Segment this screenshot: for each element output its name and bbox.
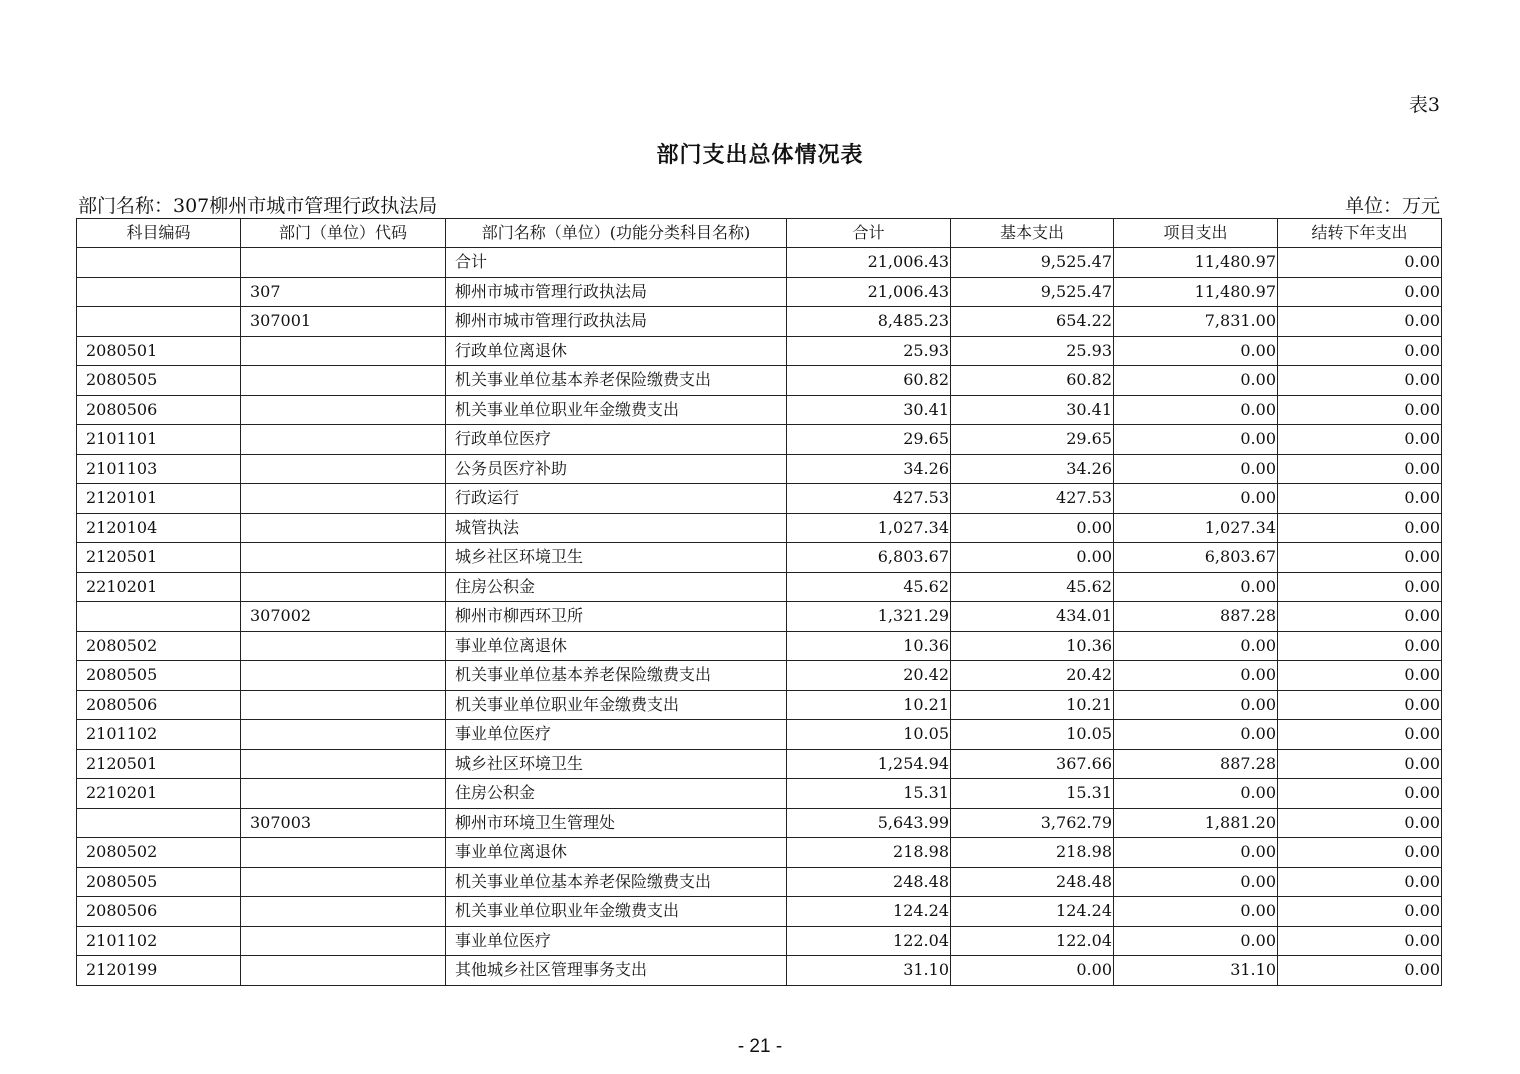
table-cell: 0.00 bbox=[951, 956, 1114, 986]
table-cell: 0.00 bbox=[1114, 395, 1278, 425]
column-header: 项目支出 bbox=[1114, 219, 1278, 248]
table-row bbox=[77, 926, 1442, 956]
table-cell: 307003 bbox=[241, 808, 446, 838]
table-cell: 20.42 bbox=[951, 661, 1114, 691]
table-row bbox=[77, 956, 1442, 986]
table-cell: 机关事业单位职业年金缴费支出 bbox=[446, 897, 787, 927]
table-cell: 2120104 bbox=[77, 513, 241, 543]
table-cell: 2120101 bbox=[77, 484, 241, 514]
expenditure-table bbox=[76, 218, 1442, 986]
table-row bbox=[77, 543, 1442, 573]
table-cell: 2080502 bbox=[77, 631, 241, 661]
table-row bbox=[77, 248, 1442, 278]
department-name-label: 部门名称：307柳州市城市管理行政执法局 bbox=[78, 195, 438, 217]
table-cell: 事业单位离退休 bbox=[446, 631, 787, 661]
table-row bbox=[77, 307, 1442, 337]
table-cell bbox=[241, 513, 446, 543]
table-cell: 248.48 bbox=[951, 867, 1114, 897]
table-cell: 合计 bbox=[446, 248, 787, 278]
table-cell: 0.00 bbox=[1278, 248, 1442, 278]
table-cell: 218.98 bbox=[951, 838, 1114, 868]
table-cell: 0.00 bbox=[1114, 838, 1278, 868]
table-cell: 427.53 bbox=[787, 484, 951, 514]
table-cell: 公务员医疗补助 bbox=[446, 454, 787, 484]
table-cell: 2120199 bbox=[77, 956, 241, 986]
table-cell: 20.42 bbox=[787, 661, 951, 691]
table-cell: 0.00 bbox=[1114, 336, 1278, 366]
table-row bbox=[77, 454, 1442, 484]
table-cell: 城乡社区环境卫生 bbox=[446, 749, 787, 779]
table-cell: 122.04 bbox=[787, 926, 951, 956]
table-cell bbox=[241, 484, 446, 514]
table-cell: 住房公积金 bbox=[446, 779, 787, 809]
column-header: 基本支出 bbox=[951, 219, 1114, 248]
table-cell: 10.05 bbox=[951, 720, 1114, 750]
table-cell: 0.00 bbox=[1278, 720, 1442, 750]
table-cell: 0.00 bbox=[1278, 631, 1442, 661]
column-header: 科目编码 bbox=[77, 219, 241, 248]
table-cell bbox=[241, 720, 446, 750]
table-cell bbox=[241, 661, 446, 691]
table-cell: 0.00 bbox=[1278, 543, 1442, 573]
table-row bbox=[77, 838, 1442, 868]
table-cell: 307001 bbox=[241, 307, 446, 337]
table-cell: 29.65 bbox=[951, 425, 1114, 455]
table-cell bbox=[241, 425, 446, 455]
table-cell: 427.53 bbox=[951, 484, 1114, 514]
table-cell: 6,803.67 bbox=[787, 543, 951, 573]
table-cell: 0.00 bbox=[1114, 484, 1278, 514]
table-cell bbox=[77, 277, 241, 307]
table-cell: 1,321.29 bbox=[787, 602, 951, 632]
table-row bbox=[77, 808, 1442, 838]
table-cell: 0.00 bbox=[1114, 572, 1278, 602]
table-cell: 124.24 bbox=[787, 897, 951, 927]
unit-label: 单位：万元 bbox=[1344, 195, 1440, 217]
table-cell: 307002 bbox=[241, 602, 446, 632]
table-row bbox=[77, 897, 1442, 927]
table-cell: 0.00 bbox=[1114, 631, 1278, 661]
table-cell bbox=[241, 366, 446, 396]
table-cell: 0.00 bbox=[1278, 956, 1442, 986]
table-cell bbox=[241, 779, 446, 809]
table-cell: 2101102 bbox=[77, 720, 241, 750]
table-cell bbox=[241, 956, 446, 986]
table-cell: 1,027.34 bbox=[787, 513, 951, 543]
table-cell: 机关事业单位职业年金缴费支出 bbox=[446, 690, 787, 720]
table-cell: 15.31 bbox=[787, 779, 951, 809]
table-cell: 城管执法 bbox=[446, 513, 787, 543]
table-cell: 10.36 bbox=[787, 631, 951, 661]
table-row bbox=[77, 631, 1442, 661]
table-row bbox=[77, 336, 1442, 366]
table-cell: 218.98 bbox=[787, 838, 951, 868]
table-cell: 0.00 bbox=[1114, 690, 1278, 720]
table-cell: 0.00 bbox=[1114, 867, 1278, 897]
table-cell: 事业单位医疗 bbox=[446, 720, 787, 750]
table-cell bbox=[241, 867, 446, 897]
table-cell: 0.00 bbox=[1114, 779, 1278, 809]
table-row bbox=[77, 572, 1442, 602]
table-cell: 2120501 bbox=[77, 543, 241, 573]
table-cell: 0.00 bbox=[1114, 366, 1278, 396]
table-row bbox=[77, 867, 1442, 897]
table-cell: 行政单位离退休 bbox=[446, 336, 787, 366]
column-header: 合计 bbox=[787, 219, 951, 248]
table-cell: 887.28 bbox=[1114, 749, 1278, 779]
table-cell bbox=[241, 543, 446, 573]
table-cell: 机关事业单位基本养老保险缴费支出 bbox=[446, 661, 787, 691]
table-cell: 10.05 bbox=[787, 720, 951, 750]
table-cell: 30.41 bbox=[787, 395, 951, 425]
table-cell: 60.82 bbox=[787, 366, 951, 396]
table-cell: 9,525.47 bbox=[951, 248, 1114, 278]
table-cell: 10.21 bbox=[951, 690, 1114, 720]
table-cell: 0.00 bbox=[951, 543, 1114, 573]
table-row bbox=[77, 720, 1442, 750]
column-header: 部门（单位）代码 bbox=[241, 219, 446, 248]
table-cell: 60.82 bbox=[951, 366, 1114, 396]
table-cell bbox=[241, 248, 446, 278]
table-cell: 0.00 bbox=[1278, 897, 1442, 927]
table-row bbox=[77, 690, 1442, 720]
table-row bbox=[77, 749, 1442, 779]
table-number-label: 表3 bbox=[1408, 94, 1440, 116]
table-cell: 其他城乡社区管理事务支出 bbox=[446, 956, 787, 986]
table-cell: 8,485.23 bbox=[787, 307, 951, 337]
table-cell: 0.00 bbox=[1278, 779, 1442, 809]
table-cell: 0.00 bbox=[1114, 425, 1278, 455]
table-cell: 0.00 bbox=[1278, 395, 1442, 425]
table-cell: 柳州市城市管理行政执法局 bbox=[446, 307, 787, 337]
table-row bbox=[77, 602, 1442, 632]
table-cell bbox=[77, 602, 241, 632]
table-cell: 行政单位医疗 bbox=[446, 425, 787, 455]
table-cell: 0.00 bbox=[1278, 425, 1442, 455]
table-row bbox=[77, 779, 1442, 809]
table-cell bbox=[77, 307, 241, 337]
table-cell: 31.10 bbox=[787, 956, 951, 986]
table-cell: 机关事业单位基本养老保险缴费支出 bbox=[446, 366, 787, 396]
table-cell: 9,525.47 bbox=[951, 277, 1114, 307]
table-cell: 0.00 bbox=[1114, 897, 1278, 927]
table-cell: 10.21 bbox=[787, 690, 951, 720]
table-cell: 行政运行 bbox=[446, 484, 787, 514]
table-cell: 2210201 bbox=[77, 572, 241, 602]
table-cell: 6,803.67 bbox=[1114, 543, 1278, 573]
table-cell: 0.00 bbox=[1114, 720, 1278, 750]
table-cell: 122.04 bbox=[951, 926, 1114, 956]
table-cell bbox=[241, 926, 446, 956]
table-cell: 2080505 bbox=[77, 661, 241, 691]
table-cell: 2080505 bbox=[77, 366, 241, 396]
table-cell: 25.93 bbox=[787, 336, 951, 366]
table-row bbox=[77, 277, 1442, 307]
table-cell bbox=[241, 572, 446, 602]
table-cell: 0.00 bbox=[1278, 690, 1442, 720]
table-cell: 2080506 bbox=[77, 690, 241, 720]
table-cell: 机关事业单位基本养老保险缴费支出 bbox=[446, 867, 787, 897]
table-cell: 25.93 bbox=[951, 336, 1114, 366]
table-header-row bbox=[77, 219, 1442, 248]
table-cell: 10.36 bbox=[951, 631, 1114, 661]
table-row bbox=[77, 395, 1442, 425]
table-cell: 0.00 bbox=[1278, 867, 1442, 897]
table-cell: 45.62 bbox=[787, 572, 951, 602]
table-cell: 0.00 bbox=[1278, 277, 1442, 307]
table-cell: 29.65 bbox=[787, 425, 951, 455]
table-cell: 事业单位离退休 bbox=[446, 838, 787, 868]
table-cell: 7,831.00 bbox=[1114, 307, 1278, 337]
table-cell bbox=[77, 808, 241, 838]
table-cell: 3,762.79 bbox=[951, 808, 1114, 838]
table-cell: 0.00 bbox=[1278, 749, 1442, 779]
table-cell: 45.62 bbox=[951, 572, 1114, 602]
table-cell: 0.00 bbox=[1278, 513, 1442, 543]
table-cell: 31.10 bbox=[1114, 956, 1278, 986]
table-cell: 21,006.43 bbox=[787, 248, 951, 278]
table-cell: 城乡社区环境卫生 bbox=[446, 543, 787, 573]
table-cell: 0.00 bbox=[1278, 838, 1442, 868]
table-cell: 柳州市柳西环卫所 bbox=[446, 602, 787, 632]
table-cell: 5,643.99 bbox=[787, 808, 951, 838]
table-cell: 柳州市城市管理行政执法局 bbox=[446, 277, 787, 307]
table-cell: 1,254.94 bbox=[787, 749, 951, 779]
table-cell: 2080501 bbox=[77, 336, 241, 366]
table-cell: 21,006.43 bbox=[787, 277, 951, 307]
table-cell: 34.26 bbox=[787, 454, 951, 484]
table-row bbox=[77, 484, 1442, 514]
table-cell: 0.00 bbox=[1278, 336, 1442, 366]
table-cell: 654.22 bbox=[951, 307, 1114, 337]
table-cell: 2080506 bbox=[77, 897, 241, 927]
table-cell: 事业单位医疗 bbox=[446, 926, 787, 956]
table-cell: 15.31 bbox=[951, 779, 1114, 809]
table-cell: 367.66 bbox=[951, 749, 1114, 779]
column-header: 部门名称（单位）(功能分类科目名称) bbox=[446, 219, 787, 248]
table-cell: 34.26 bbox=[951, 454, 1114, 484]
table-cell bbox=[241, 631, 446, 661]
table-row bbox=[77, 425, 1442, 455]
table-cell bbox=[241, 749, 446, 779]
table-cell: 307 bbox=[241, 277, 446, 307]
table-cell: 0.00 bbox=[951, 513, 1114, 543]
table-cell: 124.24 bbox=[951, 897, 1114, 927]
table-cell: 1,027.34 bbox=[1114, 513, 1278, 543]
table-cell: 0.00 bbox=[1278, 572, 1442, 602]
table-cell: 0.00 bbox=[1278, 454, 1442, 484]
table-cell: 887.28 bbox=[1114, 602, 1278, 632]
table-cell: 0.00 bbox=[1278, 484, 1442, 514]
table-cell bbox=[241, 336, 446, 366]
table-cell: 0.00 bbox=[1278, 661, 1442, 691]
table-cell bbox=[241, 454, 446, 484]
table-cell: 2101101 bbox=[77, 425, 241, 455]
table-cell: 434.01 bbox=[951, 602, 1114, 632]
table-cell: 2101102 bbox=[77, 926, 241, 956]
table-cell: 2080506 bbox=[77, 395, 241, 425]
table-cell: 2080505 bbox=[77, 867, 241, 897]
table-cell: 1,881.20 bbox=[1114, 808, 1278, 838]
table-cell: 0.00 bbox=[1278, 602, 1442, 632]
table-cell: 2210201 bbox=[77, 779, 241, 809]
table-cell bbox=[77, 248, 241, 278]
table-cell bbox=[241, 395, 446, 425]
table-cell: 11,480.97 bbox=[1114, 277, 1278, 307]
column-header: 结转下年支出 bbox=[1278, 219, 1442, 248]
table-row bbox=[77, 513, 1442, 543]
table-cell: 2120501 bbox=[77, 749, 241, 779]
table-cell: 0.00 bbox=[1114, 661, 1278, 691]
table-cell: 30.41 bbox=[951, 395, 1114, 425]
table-cell: 住房公积金 bbox=[446, 572, 787, 602]
table-cell: 0.00 bbox=[1278, 366, 1442, 396]
table-cell: 248.48 bbox=[787, 867, 951, 897]
table-cell: 0.00 bbox=[1114, 454, 1278, 484]
table-row bbox=[77, 661, 1442, 691]
table-cell bbox=[241, 690, 446, 720]
table-row bbox=[77, 366, 1442, 396]
table-cell: 2101103 bbox=[77, 454, 241, 484]
page-title: 部门支出总体情况表 bbox=[656, 143, 864, 168]
page-number: - 21 - bbox=[737, 1036, 783, 1057]
table-cell bbox=[241, 838, 446, 868]
table-cell: 机关事业单位职业年金缴费支出 bbox=[446, 395, 787, 425]
table-cell: 0.00 bbox=[1278, 808, 1442, 838]
table-cell: 柳州市环境卫生管理处 bbox=[446, 808, 787, 838]
table-cell: 2080502 bbox=[77, 838, 241, 868]
table-cell bbox=[241, 897, 446, 927]
table-cell: 0.00 bbox=[1114, 926, 1278, 956]
table-body bbox=[77, 248, 1442, 986]
table-cell: 0.00 bbox=[1278, 307, 1442, 337]
table-cell: 0.00 bbox=[1278, 926, 1442, 956]
table-cell: 11,480.97 bbox=[1114, 248, 1278, 278]
